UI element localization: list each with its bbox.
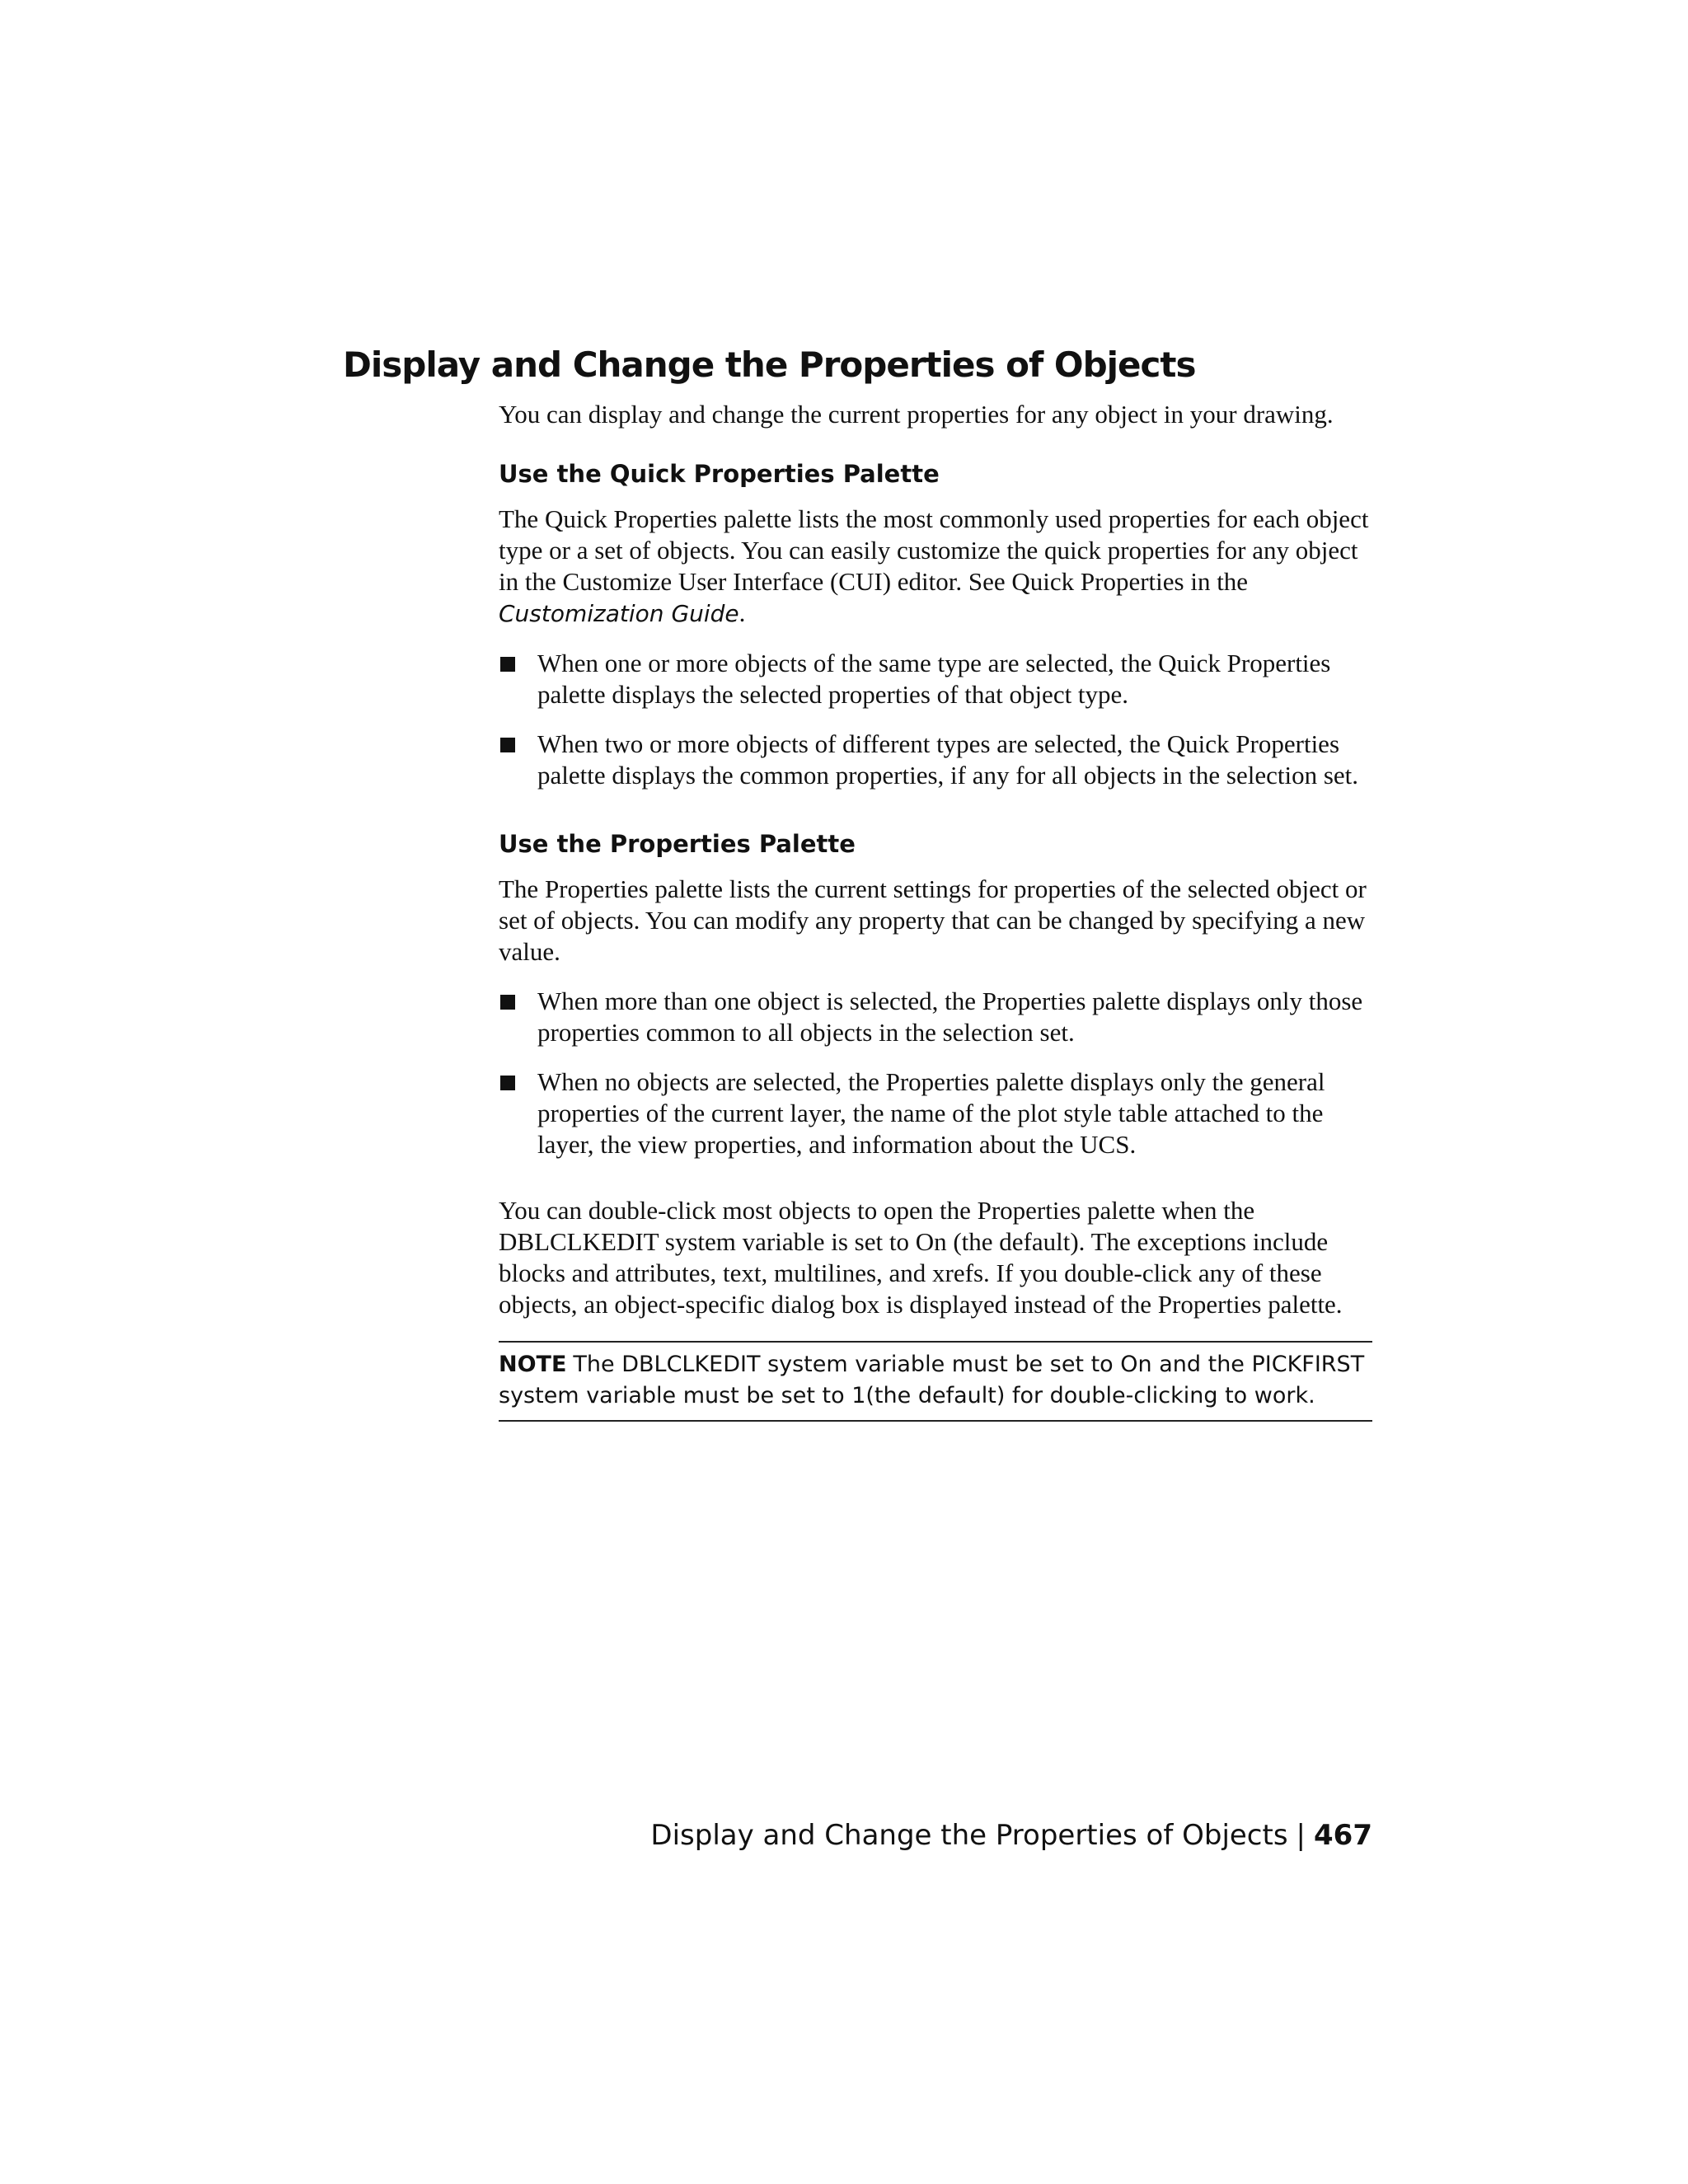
note-text: The DBLCLKEDIT system variable must be set to On and the PICKFIRST system variable must be set to 1(the default) for double-clicking to work. — [499, 1352, 1365, 1408]
note-label: NOTE — [499, 1352, 567, 1377]
double-click-paragraph: You can double-click most objects to open the Properties palette when the DBLCLKEDIT system variable is set to On (the default). The exceptions include blocks and attributes, text, multilines, and xrefs. If you double-click any of these objects, an object-specific dialog box is displayed instead of the Properties palette. — [499, 1196, 1343, 1319]
page-number: 467 — [1314, 1819, 1372, 1852]
intro-paragraph: You can display and change the current properties for any object in your drawing. — [499, 400, 1334, 429]
section-heading-quick-properties: Use the Quick Properties Palette — [499, 460, 940, 488]
page-title: Display and Change the Properties of Objects — [343, 344, 1196, 385]
list-item: When two or more objects of different types are selected, the Quick Properties palette displays the common properties, if any for all objects in the selection set. — [499, 729, 1372, 791]
list-item: When no objects are selected, the Properties palette displays only the general properties of the current layer, the name of the plot style table attached to the layer, the view properties, and information about the UCS. — [499, 1066, 1372, 1160]
properties-palette-paragraph: The Properties palette lists the current settings for properties of the selected object or set of objects. You can modify any property that can be changed by specifying a new value. — [499, 874, 1367, 966]
quick-properties-bullet-list — [499, 648, 1372, 791]
customization-guide-reference: Customization Guide — [499, 600, 739, 627]
page-footer — [650, 1819, 1372, 1852]
footer-title: Display and Change the Properties of Objects — [650, 1819, 1288, 1852]
quick-properties-paragraph: The Quick Properties palette lists the most commonly used properties for each object type or a set of objects. You can easily customize the quick properties for any object in the Customize User Interface (CUI) editor. See Quick Properties in the Customization Guide. — [499, 504, 1369, 627]
bullet-square-icon — [500, 738, 515, 752]
note-box — [499, 1341, 1372, 1422]
main-content — [499, 399, 1372, 1422]
list-item: When one or more objects of the same type are selected, the Quick Properties palette displays the selected properties of that object type. — [499, 648, 1372, 710]
section-heading-properties-palette: Use the Properties Palette — [499, 830, 856, 858]
properties-palette-bullet-list — [499, 986, 1372, 1160]
list-item: When more than one object is selected, the Properties palette displays only those properties common to all objects in the selection set. — [499, 986, 1372, 1048]
bullet-square-icon — [500, 995, 515, 1010]
bullet-square-icon — [500, 657, 515, 672]
footer-separator: | — [1296, 1819, 1306, 1852]
bullet-square-icon — [500, 1076, 515, 1090]
